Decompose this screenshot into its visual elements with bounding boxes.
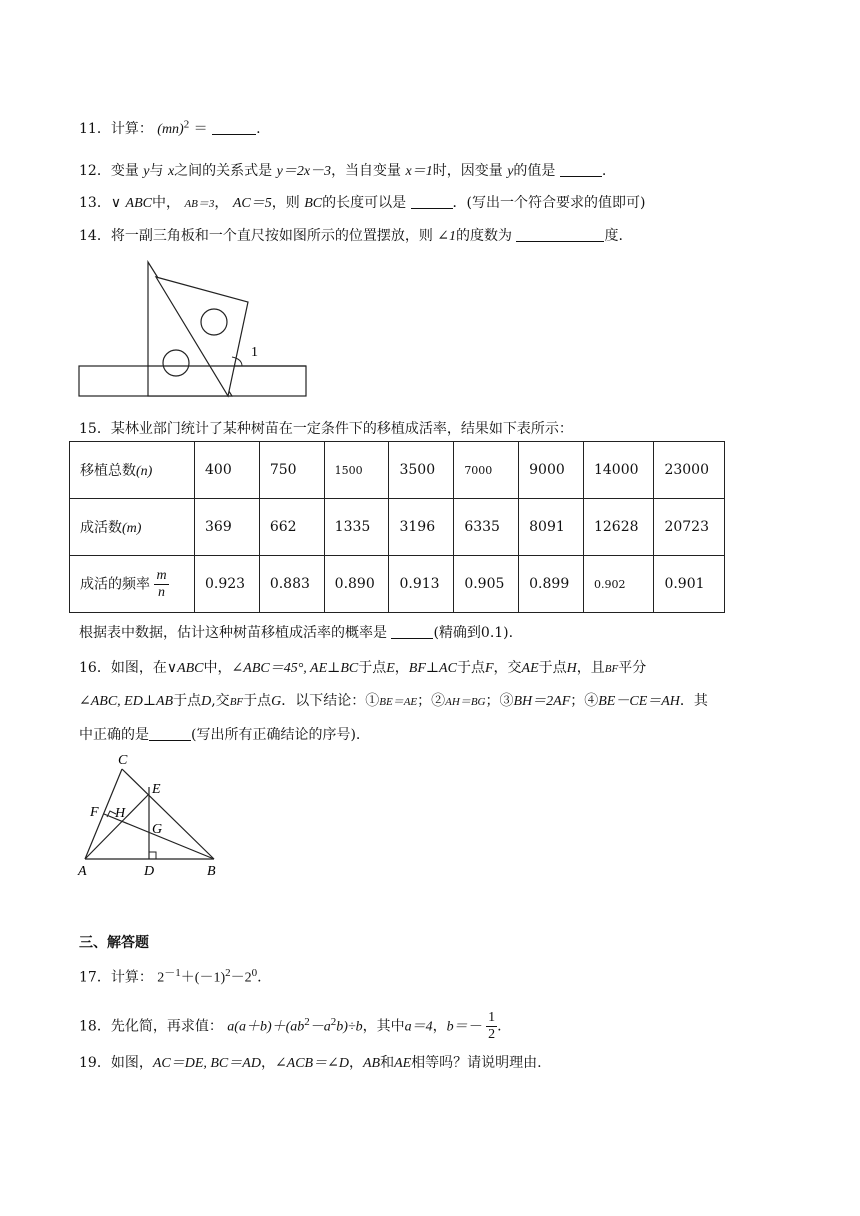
triangle-ruler-figure	[70, 255, 320, 405]
table-cell: 0.890	[324, 556, 389, 613]
label-h: H	[115, 806, 126, 821]
question-15: 15．某林业部门统计了某种树苗在一定条件下的移植成活率，结果如下表所示：	[79, 421, 573, 437]
label-e: E	[152, 782, 161, 797]
table-cell: 0.905	[454, 556, 519, 613]
table-row	[70, 499, 725, 556]
table-cell: 23000	[654, 442, 725, 499]
table-row	[70, 556, 725, 613]
answer-blank-12[interactable]	[560, 162, 602, 177]
side-bc	[122, 769, 214, 859]
question-19: 19．如图，AC＝DE, BC＝AD，∠ACB＝∠D，AB和AE相等吗？请说明理由.	[79, 1055, 542, 1071]
question-15-followup: 根据表中数据，估计这种树苗移植成活率的概率是 (精确到0.1).	[79, 625, 514, 641]
question-12: 12．变量 y与 x之间的关系式是 y＝2x－3，当自变量 x＝1时，因变量 y的值是 .	[79, 163, 607, 179]
label-d: D	[144, 864, 155, 879]
table-cell: 7000	[454, 442, 519, 499]
row-header: 移植总数(n)	[70, 442, 195, 499]
row-header: 成活的频率 $\frac{m}{n}$	[70, 556, 195, 613]
question-11: 11．计算： (mn)$^2$ ＝ .	[79, 118, 261, 137]
row-header: 成活数(m)	[70, 499, 195, 556]
table-cell: 0.883	[259, 556, 324, 613]
label-c: C	[118, 753, 128, 768]
table-cell: 369	[195, 499, 260, 556]
table-cell: 3500	[389, 442, 454, 499]
answer-blank-13[interactable]	[411, 194, 453, 209]
table-cell: 1335	[324, 499, 389, 556]
table-cell: 0.899	[519, 556, 584, 613]
answer-blank-11[interactable]	[212, 120, 256, 135]
section-title: 三、解答题	[79, 935, 149, 951]
table-cell: 0.902	[583, 556, 653, 613]
table-cell: 0.923	[195, 556, 260, 613]
question-17: 17．计算： $2^{-1}+(-1)^2-2^0$.	[79, 967, 262, 986]
label-b: B	[207, 864, 216, 879]
table-cell: 0.901	[654, 556, 725, 613]
question-13: 13．∨ ABC中， AB＝3， AC＝5，则 BC的长度可以是 ．(写出一个符合要求的值即可)	[79, 195, 646, 211]
table-row	[70, 442, 725, 499]
label-a: A	[78, 864, 87, 879]
table-cell: 400	[195, 442, 260, 499]
answer-blank-14[interactable]	[516, 227, 604, 242]
angle-1-label: 1	[251, 345, 258, 360]
table-cell: 8091	[519, 499, 584, 556]
question-18: 18．先化简，再求值： $a(a+b)+(ab^2-a^2b)\div b$，其中a＝4，b＝－ $\frac{1}{2}$ .	[79, 1010, 502, 1042]
label-f: F	[90, 805, 99, 820]
table-cell: 14000	[583, 442, 653, 499]
survival-rate-table	[69, 441, 725, 613]
table-cell: 6335	[454, 499, 519, 556]
right-angle-d	[149, 852, 156, 859]
q12-equation: y＝2x－3	[276, 164, 332, 179]
table-cell: 3196	[389, 499, 454, 556]
label-g: G	[152, 822, 163, 837]
answer-blank-16[interactable]	[149, 726, 191, 741]
table-cell: 20723	[654, 499, 725, 556]
question-14: 14．将一副三角板和一个直尺按如图所示的位置摆放，则 ∠1的度数为 度.	[79, 228, 623, 244]
triangle-abc-figure	[70, 748, 230, 883]
question-16-line-3: 中正确的是 (写出所有正确结论的序号).	[79, 727, 361, 743]
q11-expression: (mn)	[157, 122, 184, 137]
table-cell: 662	[259, 499, 324, 556]
segment-ae	[85, 794, 149, 859]
question-16-line-2: ∠ABC, ED⊥AB于点D,交BF于点G．以下结论：①BE＝AE；②AH＝BG；③BH＝2AF；④BE－CE＝AH．其	[79, 693, 708, 709]
table-cell: 750	[259, 442, 324, 499]
table-cell: 1500	[324, 442, 389, 499]
table-cell: 9000	[519, 442, 584, 499]
table-cell: 12628	[583, 499, 653, 556]
answer-blank-15[interactable]	[391, 624, 433, 639]
question-16-line-1: 16．如图，在∨ABC中，∠ABC＝45°, AE⊥BC于点E，BF⊥AC于点F，交AE于点H，且BF平分	[79, 660, 647, 676]
table-cell: 0.913	[389, 556, 454, 613]
